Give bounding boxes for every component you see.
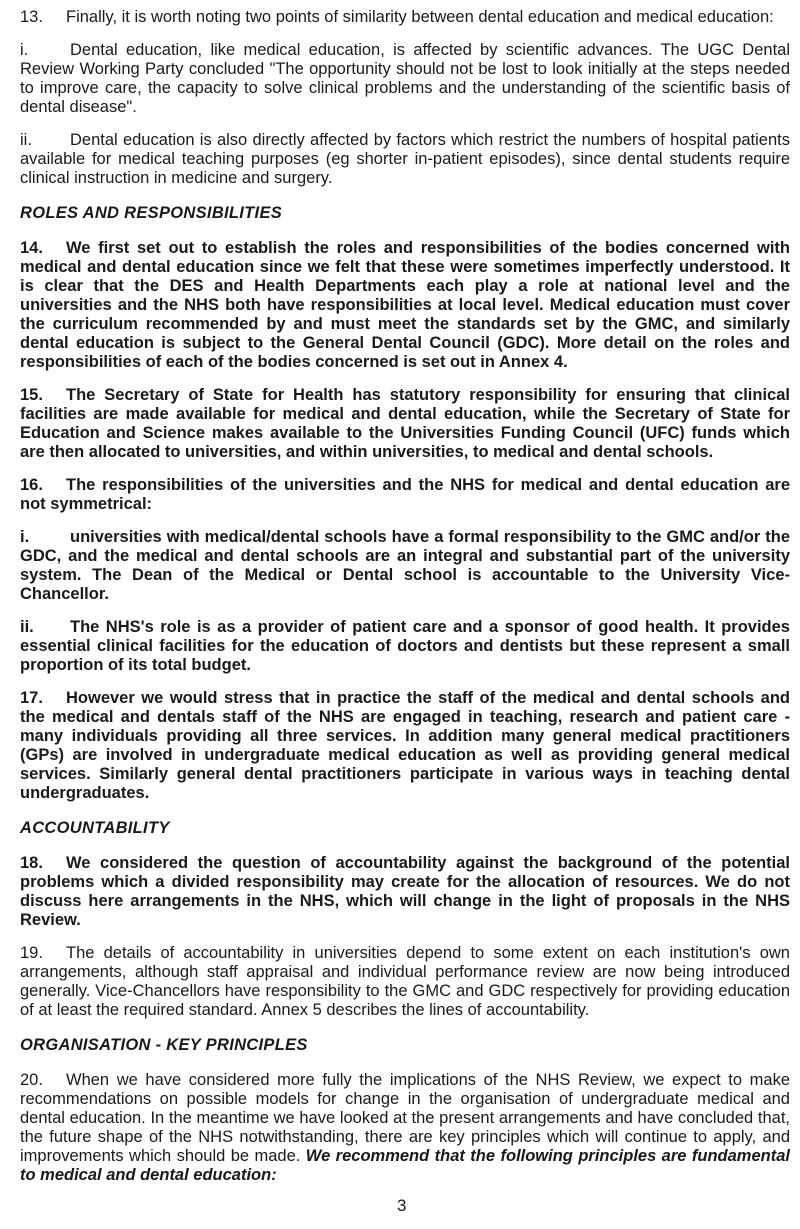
paragraph-number: 20. xyxy=(20,1071,43,1089)
item-label: ii. xyxy=(20,131,32,149)
paragraph-number: 18. xyxy=(20,854,43,872)
paragraph-text: The responsibilities of the universities and the NHS for medical and dental education are not symmetrical: xyxy=(20,476,790,513)
item-text: Dental education is also directly affected by factors which restrict the numbers of hospital patients available for medical teaching purposes (eg shorter in-patient episodes), since dental students require clinical instruction in medicine and surgery. xyxy=(20,131,790,187)
paragraph-17 xyxy=(20,689,790,803)
paragraph-text: We first set out to establish the roles and responsibilities of the bodies concerned with medical and dental education since we felt that these were sometimes imperfectly understood. It is clear that the DES and Health Departments each play a role at national level and the universities and the NHS both have responsibilities at local level. Medical education must cover the curriculum recommended by and must meet the standards set by the GMC, and similarly dental education is subject to the General Dental Council (GDC). More detail on the roles and responsibilities of each of the bodies concerned is set out in Annex 4. xyxy=(20,239,790,371)
paragraph-text: The Secretary of State for Health has statutory responsibility for ensuring that clinical facilities are made available for medical and dental education, while the Secretary of State for Education and Science makes available to the Universities Funding Council (UFC) funds which are then allocated to universities, and within universities, to medical and dental schools. xyxy=(20,386,790,461)
paragraph-number: 14. xyxy=(20,239,43,257)
paragraph-19 xyxy=(20,944,790,1020)
section-heading-organisation: ORGANISATION - KEY PRINCIPLES xyxy=(20,1036,308,1054)
recommendation-text: We recommend that the following principles are fundamental to medical and dental education: xyxy=(20,1147,790,1184)
paragraph-number: 17. xyxy=(20,689,43,707)
paragraph-15 xyxy=(20,386,790,462)
paragraph-18 xyxy=(20,854,790,930)
item-text: universities with medical/dental schools have a formal responsibility to the GMC and/or the GDC, and the medical and dental schools are an integral and substantial part of the university system. The Dean of the Medical or Dental school is accountable to the University Vice-Chancellor. xyxy=(20,528,790,603)
paragraph-16-item-i xyxy=(20,528,790,604)
paragraph-text: We considered the question of accountability against the background of the potential problems which a divided responsibility may create for the allocation of resources. We do not discuss here arrangements in the NHS, which will change in the light of proposals in the NHS Review. xyxy=(20,854,790,929)
paragraph-number: 13. xyxy=(20,8,43,26)
paragraph-number: 19. xyxy=(20,944,43,962)
document-page xyxy=(20,8,790,1199)
paragraph-text: The details of accountability in universities depend to some extent on each institution's own arrangements, although staff appraisal and individual performance review are now being introduced generally. Vice-Chancellors have responsibility to the GMC and GDC respectively for providing education of at least the required standard. Annex 5 describes the lines of accountability. xyxy=(20,944,790,1019)
paragraph-16-item-ii xyxy=(20,618,790,675)
paragraph-number: 15. xyxy=(20,386,43,404)
paragraph-13 xyxy=(20,8,790,27)
page-number: 3 xyxy=(397,1196,407,1215)
item-text: Dental education, like medical education, is affected by scientific advances. The UGC Dental Review Working Party concluded "The opportunity should not be lost to look initially at the steps needed to improve care, the capacity to solve clinical problems and the understanding of the scientific basis of dental disease". xyxy=(20,41,790,116)
paragraph-13-item-i xyxy=(20,41,790,117)
paragraph-20 xyxy=(20,1071,790,1185)
section-heading-accountability: ACCOUNTABILITY xyxy=(20,819,170,837)
section-heading-roles: ROLES AND RESPONSIBILITIES xyxy=(20,204,283,222)
paragraph-16 xyxy=(20,476,790,514)
item-label: i. xyxy=(20,41,29,59)
paragraph-14 xyxy=(20,239,790,372)
paragraph-number: 16. xyxy=(20,476,43,494)
item-label: ii. xyxy=(20,618,34,636)
paragraph-text: When we have considered more fully the implications of the NHS Review, we expect to make recommendations on possible models for change in the organisation of undergraduate medical and dental education. In the meantime we have looked at the present arrangements and have concluded that, the future shape of the NHS notwithstanding, there are key principles which will continue to apply, and improvements which should be made. xyxy=(20,1071,790,1165)
item-label: i. xyxy=(20,528,30,546)
item-text: The NHS's role is as a provider of patient care and a sponsor of good health. It provides essential clinical facilities for the education of doctors and dentists but these represent a small proportion of its total budget. xyxy=(20,618,790,674)
paragraph-text: However we would stress that in practice the staff of the medical and dental schools and the medical and dentals staff of the NHS are engaged in teaching, research and patient care - many individuals providing all three services. In addition many general medical practitioners (GPs) are involved in undergraduate medical education as well as providing general medical services. Similarly general dental practitioners participate in various ways in teaching dental undergraduates. xyxy=(20,689,790,802)
paragraph-text: Finally, it is worth noting two points of similarity between dental education and medical education: xyxy=(66,8,774,26)
paragraph-13-item-ii xyxy=(20,131,790,188)
